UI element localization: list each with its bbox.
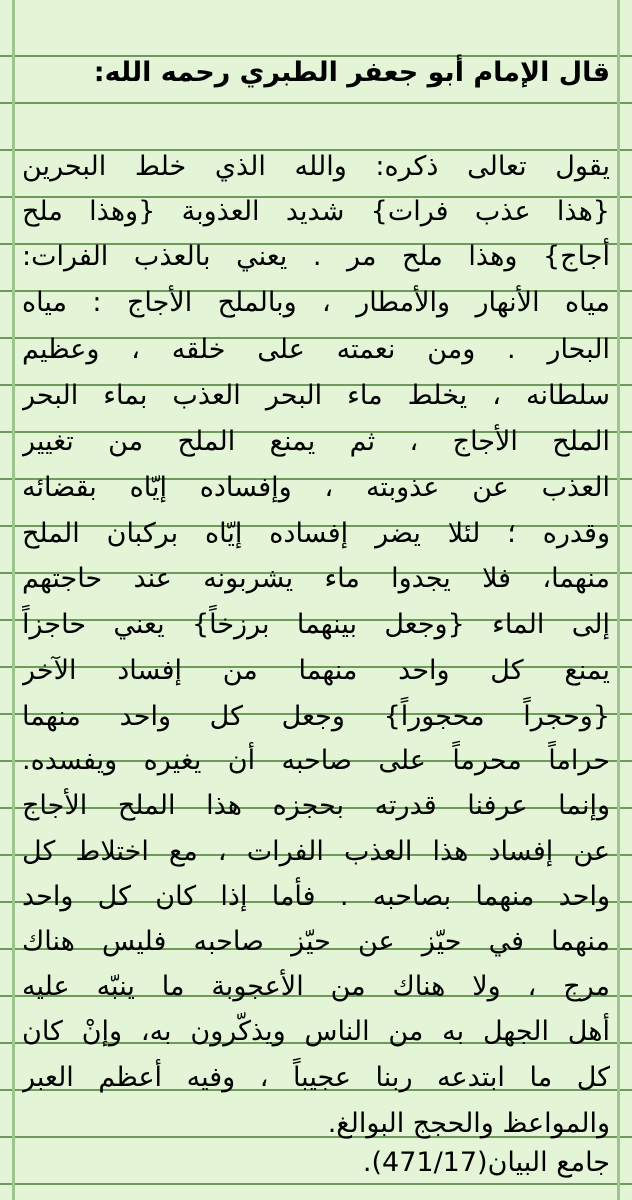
heading: قال الإمام أبو جعفر الطبري رحمه الله: [93,57,610,88]
body-line: يمنع كل واحد منهما من إفساد الآخر [22,655,610,686]
body-line: يقول تعالى ذكره: والله الذي خلط البحرين [22,151,610,182]
body-line: كل ما ابتدعه ربنا عجيباً ، وفيه أعظم العبر [22,1062,610,1093]
body-line: منهما في حيّز عن حيّز صاحبه فليس هناك [22,926,610,957]
body-line: منهما، فلا يجدوا ماء يشربونه عند حاجتهم [22,563,610,594]
body-line: وإنما عرفنا قدرته بحجزه هذا الملح الأجاج [22,790,610,821]
right-margin-line [617,0,620,1200]
body-line: عن إفساد هذا العذب الفرات ، مع اختلاط كل [22,836,610,867]
source-reference: جامع البيان(471/17). [362,1147,610,1178]
body-line: مرج ، ولا هناك من الأعجوبة ما ينبّه عليه [22,971,610,1002]
body-line: حراماً محرماً على صاحبه أن يغيره ويفسده. [22,745,610,776]
body-line: والمواعظ والحجج البوالغ. [327,1108,610,1139]
body-line: البحار . ومن نعمته على خلقه ، وعظيم [22,334,610,365]
body-line: سلطانه ، يخلط ماء البحر العذب بماء البحر [22,380,610,411]
body-line: إلى الماء {وجعل بينهما برزخاً} يعني حاجزاً [22,609,610,640]
body-line: أهل الجهل به من الناس ويذكّرون به، وإنْ كان [22,1016,610,1047]
body-line: وقدره ؛ لئلا يضر إفساده إيّاه بركبان الملح [22,518,610,549]
body-line: {هذا عذب فرات} شديد العذوبة {وهذا ملح [22,196,610,227]
body-line: العذب عن عذوبته ، وإفساده إيّاه بقضائه [22,472,610,503]
body-line: واحد منهما بصاحبه . فأما إذا كان كل واحد [22,881,610,912]
left-margin-line [12,0,15,1200]
body-line: {وحجراً محجوراً} وجعل كل واحد منهما [22,701,610,732]
body-line: مياه الأنهار والأمطار ، وبالملح الأجاج : مياه [22,287,610,318]
body-line: أجاج} وهذا ملح مر . يعني بالعذب الفرات: [22,241,610,272]
body-line: الملح الأجاج ، ثم يمنع الملح من تغيير [22,426,610,457]
